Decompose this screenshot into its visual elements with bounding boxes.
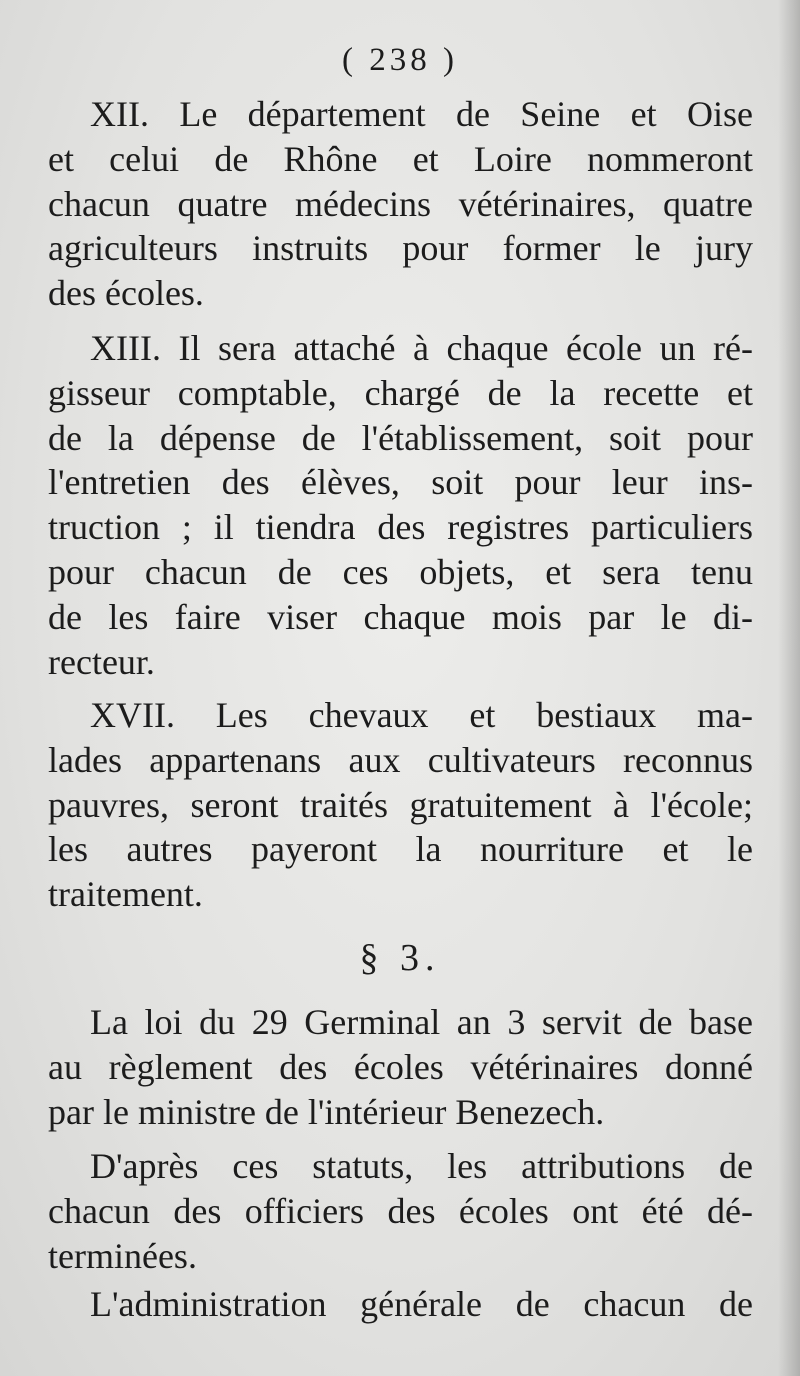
article-xvii bbox=[48, 693, 753, 917]
text-line: gisseur comptable, chargé de la recette et bbox=[48, 372, 753, 413]
text-line: par le ministre de l'intérieur Benezech. bbox=[48, 1091, 605, 1132]
text-line: XIII. Il sera attaché à chaque école un ré- bbox=[90, 328, 753, 368]
text-line: terminées. bbox=[48, 1235, 197, 1276]
paragraph bbox=[48, 1144, 753, 1278]
text-line: pour chacun de ces objets, et sera tenu bbox=[48, 551, 753, 592]
text-line: L'administration générale de chacun de bbox=[90, 1284, 753, 1324]
text-line: XVII. Les chevaux et bestiaux ma- bbox=[90, 695, 753, 735]
article-xiii bbox=[48, 326, 753, 684]
text-line: lades appartenans aux cultivateurs reconnus bbox=[48, 739, 753, 780]
text-line: XII. Le département de Seine et Oise bbox=[90, 94, 753, 134]
paragraph bbox=[48, 1000, 753, 1134]
text-line: de les faire viser chaque mois par le di- bbox=[48, 596, 753, 637]
text-line: l'entretien des élèves, soit pour leur ins- bbox=[48, 462, 753, 503]
paragraph bbox=[48, 1282, 753, 1327]
text-line: pauvres, seront traités gratuitement à l'école; bbox=[48, 784, 753, 825]
text-line: traitement. bbox=[48, 874, 203, 915]
page-edge-shadow bbox=[778, 0, 800, 1376]
text-line: agriculteurs instruits pour former le jury bbox=[48, 228, 753, 269]
text-line: et celui de Rhône et Loire nommeront bbox=[48, 138, 753, 179]
page-number: ( 238 ) bbox=[342, 42, 458, 78]
text-line: La loi du 29 Germinal an 3 servit de base bbox=[90, 1002, 753, 1042]
text-line: D'après ces statuts, les attributions de bbox=[90, 1146, 753, 1186]
text-line: au règlement des écoles vétérinaires donné bbox=[48, 1046, 753, 1087]
text-line: chacun quatre médecins vétérinaires, quatre bbox=[48, 183, 753, 224]
text-line: les autres payeront la nourriture et le bbox=[48, 829, 753, 870]
section-heading: § 3. bbox=[359, 937, 441, 979]
text-line: chacun des officiers des écoles ont été dé- bbox=[48, 1190, 753, 1231]
text-line: des écoles. bbox=[48, 273, 204, 314]
text-line: de la dépense de l'établissement, soit pour bbox=[48, 417, 753, 458]
article-xii bbox=[48, 92, 753, 316]
text-line: truction ; il tiendra des registres particuliers bbox=[48, 507, 753, 548]
text-line: recteur. bbox=[48, 641, 155, 682]
